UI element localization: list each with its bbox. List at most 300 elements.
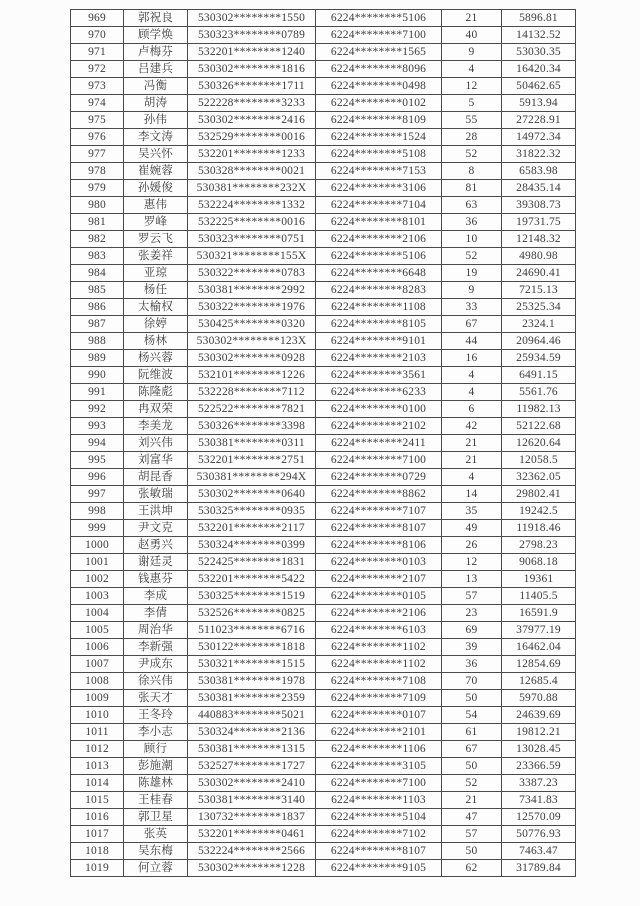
cell-card-number: 6224********7100 (316, 452, 442, 469)
cell-index: 1007 (71, 656, 124, 673)
cell-count: 6 (442, 401, 502, 418)
cell-count: 36 (442, 656, 502, 673)
cell-id-number: 530381********232X (188, 180, 316, 197)
cell-card-number: 6224********7153 (316, 163, 442, 180)
table-body (71, 10, 576, 877)
table-row (71, 452, 576, 469)
cell-amount: 20964.46 (502, 333, 576, 350)
cell-index: 971 (71, 44, 124, 61)
cell-id-number: 530324********0399 (188, 537, 316, 554)
cell-name: 胡昆香 (124, 469, 188, 486)
table-row (71, 843, 576, 860)
cell-card-number: 6224********7102 (316, 826, 442, 843)
cell-card-number: 6224********2106 (316, 605, 442, 622)
cell-index: 1006 (71, 639, 124, 656)
table-row (71, 656, 576, 673)
cell-card-number: 6224********1106 (316, 741, 442, 758)
cell-count: 67 (442, 741, 502, 758)
cell-name: 张天才 (124, 690, 188, 707)
cell-amount: 50776.93 (502, 826, 576, 843)
cell-card-number: 6224********3106 (316, 180, 442, 197)
cell-amount: 16591.9 (502, 605, 576, 622)
cell-count: 63 (442, 197, 502, 214)
table-row (71, 163, 576, 180)
cell-index: 1008 (71, 673, 124, 690)
cell-name: 何立蓉 (124, 860, 188, 877)
cell-amount: 13028.45 (502, 741, 576, 758)
cell-name: 孙媛俊 (124, 180, 188, 197)
cell-count: 50 (442, 758, 502, 775)
cell-name: 赵勇兴 (124, 537, 188, 554)
cell-id-number: 530381********0311 (188, 435, 316, 452)
cell-name: 彭施潮 (124, 758, 188, 775)
cell-id-number: 530325********0935 (188, 503, 316, 520)
cell-count: 12 (442, 554, 502, 571)
cell-count: 8 (442, 163, 502, 180)
cell-amount: 7463.47 (502, 843, 576, 860)
cell-index: 996 (71, 469, 124, 486)
cell-card-number: 6224********0498 (316, 78, 442, 95)
table-row (71, 282, 576, 299)
cell-card-number: 6224********5106 (316, 10, 442, 27)
table-row (71, 690, 576, 707)
cell-id-number: 532101********1226 (188, 367, 316, 384)
cell-id-number: 530328********0021 (188, 163, 316, 180)
cell-id-number: 530302********2416 (188, 112, 316, 129)
cell-index: 975 (71, 112, 124, 129)
cell-count: 69 (442, 622, 502, 639)
cell-index: 1004 (71, 605, 124, 622)
cell-card-number: 6224********1102 (316, 656, 442, 673)
cell-name: 张敏瑞 (124, 486, 188, 503)
cell-card-number: 6224********7100 (316, 775, 442, 792)
cell-card-number: 6224********2101 (316, 724, 442, 741)
cell-count: 52 (442, 775, 502, 792)
cell-name: 陈雄林 (124, 775, 188, 792)
cell-card-number: 6224********0100 (316, 401, 442, 418)
cell-index: 969 (71, 10, 124, 27)
cell-index: 970 (71, 27, 124, 44)
cell-card-number: 6224********9105 (316, 860, 442, 877)
table-row (71, 707, 576, 724)
cell-count: 39 (442, 639, 502, 656)
table-row (71, 214, 576, 231)
cell-id-number: 530381********1978 (188, 673, 316, 690)
cell-id-number: 130732********1837 (188, 809, 316, 826)
table-row (71, 78, 576, 95)
cell-count: 61 (442, 724, 502, 741)
table-row (71, 435, 576, 452)
cell-index: 1000 (71, 537, 124, 554)
cell-card-number: 6224********0107 (316, 707, 442, 724)
cell-index: 987 (71, 316, 124, 333)
cell-id-number: 530302********123X (188, 333, 316, 350)
cell-amount: 50462.65 (502, 78, 576, 95)
table-row (71, 554, 576, 571)
cell-name: 刘富华 (124, 452, 188, 469)
cell-id-number: 532527********1727 (188, 758, 316, 775)
cell-name: 李倩 (124, 605, 188, 622)
cell-card-number: 6224********8101 (316, 214, 442, 231)
table-row (71, 367, 576, 384)
cell-amount: 7341.83 (502, 792, 576, 809)
cell-card-number: 6224********8862 (316, 486, 442, 503)
payment-list-table (70, 9, 576, 877)
cell-amount: 3387.23 (502, 775, 576, 792)
cell-amount: 11405.5 (502, 588, 576, 605)
cell-id-number: 522228********3233 (188, 95, 316, 112)
cell-card-number: 6224********5104 (316, 809, 442, 826)
cell-count: 54 (442, 707, 502, 724)
cell-name: 顾学焕 (124, 27, 188, 44)
table-row (71, 486, 576, 503)
table-row (71, 418, 576, 435)
cell-id-number: 532201********2117 (188, 520, 316, 537)
cell-card-number: 6224********3561 (316, 367, 442, 384)
cell-id-number: 511023********6716 (188, 622, 316, 639)
table-row (71, 588, 576, 605)
cell-amount: 11918.46 (502, 520, 576, 537)
cell-card-number: 6224********8105 (316, 316, 442, 333)
cell-count: 67 (442, 316, 502, 333)
cell-index: 989 (71, 350, 124, 367)
cell-amount: 19731.75 (502, 214, 576, 231)
cell-index: 997 (71, 486, 124, 503)
cell-count: 50 (442, 690, 502, 707)
cell-count: 4 (442, 469, 502, 486)
cell-id-number: 530381********2992 (188, 282, 316, 299)
table-row (71, 571, 576, 588)
cell-name: 徐婷 (124, 316, 188, 333)
cell-id-number: 532201********1240 (188, 44, 316, 61)
cell-name: 胡涛 (124, 95, 188, 112)
cell-name: 李小志 (124, 724, 188, 741)
cell-amount: 9068.18 (502, 554, 576, 571)
cell-name: 尹成东 (124, 656, 188, 673)
cell-index: 1019 (71, 860, 124, 877)
cell-amount: 52122.68 (502, 418, 576, 435)
table-row (71, 809, 576, 826)
cell-id-number: 530322********0783 (188, 265, 316, 282)
cell-count: 21 (442, 452, 502, 469)
cell-id-number: 530302********1550 (188, 10, 316, 27)
table-row (71, 401, 576, 418)
cell-name: 吴兴怀 (124, 146, 188, 163)
cell-index: 990 (71, 367, 124, 384)
cell-card-number: 6224********5108 (316, 146, 442, 163)
cell-count: 42 (442, 418, 502, 435)
cell-count: 81 (442, 180, 502, 197)
table-row (71, 758, 576, 775)
cell-index: 982 (71, 231, 124, 248)
cell-count: 55 (442, 112, 502, 129)
cell-name: 周治华 (124, 622, 188, 639)
cell-index: 972 (71, 61, 124, 78)
cell-name: 冉双荣 (124, 401, 188, 418)
cell-id-number: 530425********0320 (188, 316, 316, 333)
cell-name: 顾行 (124, 741, 188, 758)
cell-name: 孙伟 (124, 112, 188, 129)
cell-index: 974 (71, 95, 124, 112)
cell-index: 978 (71, 163, 124, 180)
cell-card-number: 6224********5106 (316, 248, 442, 265)
cell-index: 992 (71, 401, 124, 418)
cell-amount: 24690.41 (502, 265, 576, 282)
cell-card-number: 6224********8107 (316, 843, 442, 860)
table-row (71, 826, 576, 843)
cell-id-number: 530323********0789 (188, 27, 316, 44)
cell-name: 李美龙 (124, 418, 188, 435)
cell-name: 吕建兵 (124, 61, 188, 78)
cell-index: 985 (71, 282, 124, 299)
cell-name: 王冬玲 (124, 707, 188, 724)
cell-id-number: 530302********0640 (188, 486, 316, 503)
cell-count: 12 (442, 78, 502, 95)
cell-name: 卢梅芬 (124, 44, 188, 61)
table-row (71, 146, 576, 163)
cell-amount: 4980.98 (502, 248, 576, 265)
cell-id-number: 532225********0016 (188, 214, 316, 231)
table-row (71, 537, 576, 554)
cell-count: 50 (442, 843, 502, 860)
cell-count: 9 (442, 44, 502, 61)
cell-count: 62 (442, 860, 502, 877)
cell-card-number: 6224********8096 (316, 61, 442, 78)
cell-count: 13 (442, 571, 502, 588)
cell-count: 19 (442, 265, 502, 282)
cell-name: 王桂春 (124, 792, 188, 809)
cell-count: 14 (442, 486, 502, 503)
cell-index: 991 (71, 384, 124, 401)
cell-count: 36 (442, 214, 502, 231)
cell-index: 994 (71, 435, 124, 452)
cell-name: 阮维波 (124, 367, 188, 384)
cell-amount: 2798.23 (502, 537, 576, 554)
cell-amount: 19361 (502, 571, 576, 588)
cell-name: 惠伟 (124, 197, 188, 214)
table-row (71, 299, 576, 316)
cell-amount: 25325.34 (502, 299, 576, 316)
cell-count: 10 (442, 231, 502, 248)
cell-index: 1005 (71, 622, 124, 639)
cell-id-number: 530381********3140 (188, 792, 316, 809)
cell-name: 李新强 (124, 639, 188, 656)
cell-card-number: 6224********0103 (316, 554, 442, 571)
cell-card-number: 6224********6103 (316, 622, 442, 639)
cell-name: 杨兴蓉 (124, 350, 188, 367)
cell-id-number: 532228********7112 (188, 384, 316, 401)
cell-count: 4 (442, 61, 502, 78)
table-row (71, 622, 576, 639)
cell-amount: 2324.1 (502, 316, 576, 333)
cell-index: 988 (71, 333, 124, 350)
table-row (71, 10, 576, 27)
cell-amount: 5561.76 (502, 384, 576, 401)
cell-card-number: 6224********1565 (316, 44, 442, 61)
cell-card-number: 6224********1108 (316, 299, 442, 316)
cell-amount: 27228.91 (502, 112, 576, 129)
cell-amount: 16420.34 (502, 61, 576, 78)
cell-amount: 12685.4 (502, 673, 576, 690)
cell-card-number: 6224********9101 (316, 333, 442, 350)
table-row (71, 724, 576, 741)
cell-index: 1010 (71, 707, 124, 724)
cell-name: 李文涛 (124, 129, 188, 146)
cell-index: 980 (71, 197, 124, 214)
cell-id-number: 530326********3398 (188, 418, 316, 435)
cell-card-number: 6224********2106 (316, 231, 442, 248)
cell-name: 太榆权 (124, 299, 188, 316)
cell-name: 刘兴伟 (124, 435, 188, 452)
cell-count: 35 (442, 503, 502, 520)
cell-amount: 6583.98 (502, 163, 576, 180)
cell-amount: 5970.88 (502, 690, 576, 707)
cell-id-number: 532529********0016 (188, 129, 316, 146)
cell-amount: 28435.14 (502, 180, 576, 197)
table-row (71, 44, 576, 61)
table-row (71, 61, 576, 78)
cell-amount: 12854.69 (502, 656, 576, 673)
table-row (71, 469, 576, 486)
cell-amount: 5913.94 (502, 95, 576, 112)
cell-amount: 19242.5 (502, 503, 576, 520)
cell-amount: 24639.69 (502, 707, 576, 724)
cell-id-number: 532526********0825 (188, 605, 316, 622)
cell-id-number: 530325********1519 (188, 588, 316, 605)
cell-index: 995 (71, 452, 124, 469)
cell-amount: 6491.15 (502, 367, 576, 384)
cell-id-number: 530322********1976 (188, 299, 316, 316)
cell-index: 981 (71, 214, 124, 231)
cell-count: 21 (442, 10, 502, 27)
table-row (71, 350, 576, 367)
cell-amount: 5896.81 (502, 10, 576, 27)
table-row (71, 129, 576, 146)
table-row (71, 112, 576, 129)
table-row (71, 639, 576, 656)
cell-amount: 53030.35 (502, 44, 576, 61)
cell-count: 52 (442, 248, 502, 265)
cell-name: 杨任 (124, 282, 188, 299)
cell-id-number: 532201********2751 (188, 452, 316, 469)
cell-index: 998 (71, 503, 124, 520)
cell-index: 983 (71, 248, 124, 265)
cell-id-number: 530302********0928 (188, 350, 316, 367)
cell-card-number: 6224********0729 (316, 469, 442, 486)
cell-card-number: 6224********3105 (316, 758, 442, 775)
cell-id-number: 522425********1831 (188, 554, 316, 571)
cell-id-number: 530323********0751 (188, 231, 316, 248)
cell-name: 吴东梅 (124, 843, 188, 860)
cell-card-number: 6224********8106 (316, 537, 442, 554)
cell-index: 1018 (71, 843, 124, 860)
table-row (71, 792, 576, 809)
cell-card-number: 6224********7107 (316, 503, 442, 520)
cell-name: 谢廷灵 (124, 554, 188, 571)
cell-count: 44 (442, 333, 502, 350)
cell-index: 1001 (71, 554, 124, 571)
cell-id-number: 530321********1515 (188, 656, 316, 673)
cell-index: 1011 (71, 724, 124, 741)
cell-amount: 25934.59 (502, 350, 576, 367)
cell-id-number: 530122********1818 (188, 639, 316, 656)
cell-index: 999 (71, 520, 124, 537)
cell-count: 26 (442, 537, 502, 554)
cell-amount: 19812.21 (502, 724, 576, 741)
cell-name: 冯衡 (124, 78, 188, 95)
cell-card-number: 6224********6233 (316, 384, 442, 401)
cell-card-number: 6224********8283 (316, 282, 442, 299)
cell-name: 郭卫星 (124, 809, 188, 826)
cell-name: 李成 (124, 588, 188, 605)
table-row (71, 741, 576, 758)
cell-name: 陈隆彪 (124, 384, 188, 401)
cell-name: 崔婉蓉 (124, 163, 188, 180)
cell-amount: 37977.19 (502, 622, 576, 639)
table-row (71, 180, 576, 197)
cell-count: 16 (442, 350, 502, 367)
cell-id-number: 530302********1228 (188, 860, 316, 877)
table-row (71, 860, 576, 877)
cell-id-number: 440883********5021 (188, 707, 316, 724)
table-row (71, 231, 576, 248)
table-row (71, 503, 576, 520)
cell-id-number: 530381********1315 (188, 741, 316, 758)
cell-amount: 7215.13 (502, 282, 576, 299)
cell-count: 23 (442, 605, 502, 622)
cell-name: 尹文克 (124, 520, 188, 537)
cell-name: 亚琼 (124, 265, 188, 282)
cell-id-number: 530321********155X (188, 248, 316, 265)
cell-index: 1014 (71, 775, 124, 792)
cell-count: 21 (442, 435, 502, 452)
cell-count: 33 (442, 299, 502, 316)
cell-card-number: 6224********0105 (316, 588, 442, 605)
cell-card-number: 6224********8107 (316, 520, 442, 537)
cell-count: 70 (442, 673, 502, 690)
cell-count: 4 (442, 384, 502, 401)
cell-index: 979 (71, 180, 124, 197)
cell-id-number: 532201********0461 (188, 826, 316, 843)
cell-index: 984 (71, 265, 124, 282)
cell-id-number: 522522********7821 (188, 401, 316, 418)
cell-name: 王洪坤 (124, 503, 188, 520)
cell-amount: 11982.13 (502, 401, 576, 418)
cell-amount: 16462.04 (502, 639, 576, 656)
table-row (71, 265, 576, 282)
cell-count: 47 (442, 809, 502, 826)
cell-count: 52 (442, 146, 502, 163)
table-row (71, 95, 576, 112)
cell-index: 976 (71, 129, 124, 146)
cell-name: 钱惠芬 (124, 571, 188, 588)
table-row (71, 27, 576, 44)
cell-id-number: 530326********1711 (188, 78, 316, 95)
cell-amount: 12570.09 (502, 809, 576, 826)
cell-name: 罗云飞 (124, 231, 188, 248)
cell-name: 杨林 (124, 333, 188, 350)
cell-index: 1009 (71, 690, 124, 707)
cell-amount: 31789.84 (502, 860, 576, 877)
cell-index: 1017 (71, 826, 124, 843)
cell-id-number: 530381********2359 (188, 690, 316, 707)
cell-index: 1012 (71, 741, 124, 758)
table-row (71, 197, 576, 214)
cell-card-number: 6224********1102 (316, 639, 442, 656)
cell-amount: 39308.73 (502, 197, 576, 214)
cell-index: 973 (71, 78, 124, 95)
cell-amount: 12148.32 (502, 231, 576, 248)
